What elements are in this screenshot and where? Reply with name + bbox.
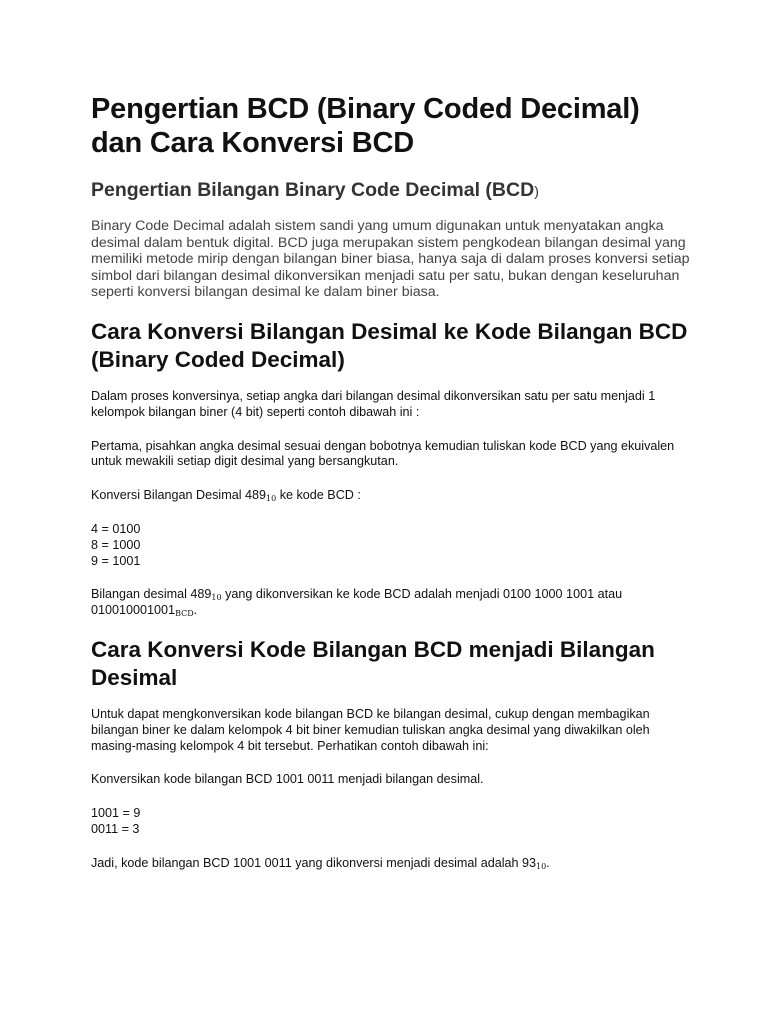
s2p3-after: . xyxy=(546,855,550,870)
s2p3-subscript: 10 xyxy=(536,861,547,871)
section2-paragraph-3 xyxy=(91,856,691,872)
article xyxy=(91,92,691,872)
section1-paragraph-1: Dalam proses konversinya, setiap angka dari bilangan desimal dikonversikan satu per satu menjadi 1 kelompok bilangan biner (4 bit) seperti contoh dibawah ini : xyxy=(91,388,656,419)
s1p4-subscript: 10 xyxy=(211,593,222,603)
conversion-line: 9 = 1001 xyxy=(91,553,141,568)
section2-heading: Cara Konversi Kode Bilangan BCD menjadi Bilangan Desimal xyxy=(91,636,655,690)
section2-paragraph-2: Konversikan kode bilangan BCD 1001 0011 menjadi bilangan desimal. xyxy=(91,772,484,787)
s2p3-before: Jadi, kode bilangan BCD 1001 0011 yang dikonversi menjadi desimal adalah 93 xyxy=(91,855,537,870)
section1-paragraph-4 xyxy=(91,587,691,619)
s1p4-after: . xyxy=(193,603,198,618)
conversion-line: 8 = 1000 xyxy=(91,537,141,552)
section1-heading: Cara Konversi Bilangan Desimal ke Kode Bilangan BCD (Binary Coded Decimal) xyxy=(91,318,688,372)
section1-conversion-lines xyxy=(91,522,691,569)
s1p3-subscript: 10 xyxy=(266,494,277,504)
page-title: Pengertian BCD (Binary Coded Decimal) dan Cara Konversi BCD xyxy=(91,93,640,159)
s1p4-middle: yang dikonversikan ke kode BCD adalah menjadi 0100 1000 1001 atau 010010001001 xyxy=(91,587,623,618)
conversion-line: 1001 = 9 xyxy=(91,806,141,821)
section2-paragraph-1: Untuk dapat mengkonversikan kode bilangan BCD ke bilangan desimal, cukup dengan membagikan bilangan biner ke dalam kelompok 4 bit biner kemudian tuliskan angka desimal yang diwakilkan oleh masing-masing kelompok 4 bit tersebut. Perhatikan contoh dibawah ini: xyxy=(91,706,650,753)
subtitle-heading xyxy=(91,178,691,203)
section1-paragraph-3 xyxy=(91,488,691,504)
subtitle-text: Pengertian Bilangan Binary Code Decimal (BCD xyxy=(91,179,535,201)
section1-paragraph-2: Pertama, pisahkan angka desimal sesuai dengan bobotnya kemudian tuliskan kode BCD yang ekuivalen untuk mewakili setiap digit desimal yang bersangkutan. xyxy=(91,438,675,469)
s1p3-after: ke kode BCD : xyxy=(276,488,361,503)
s1p4-subscript-bcd: BCD xyxy=(175,609,194,619)
intro-paragraph: Binary Code Decimal adalah sistem sandi yang umum digunakan untuk menyatakan angka desimal dalam bentuk digital. BCD juga merupakan sistem pengkodean bilangan desimal yang memiliki metode mirip dengan bilangan biner biasa, hanya saja di dalam proses konversi setiap simbol dari bilangan desimal dikonversikan menjadi satu per satu, bukan dengan keseluruhan seperti konversi bilangan desimal ke dalam biner biasa. xyxy=(91,218,690,301)
s1p4-before: Bilangan desimal 489 xyxy=(91,587,212,602)
subtitle-tail: ) xyxy=(534,183,539,199)
conversion-line: 0011 = 3 xyxy=(91,821,140,836)
s1p3-before: Konversi Bilangan Desimal 489 xyxy=(91,488,267,503)
section2-conversion-lines xyxy=(91,806,691,838)
conversion-line: 4 = 0100 xyxy=(91,521,141,536)
